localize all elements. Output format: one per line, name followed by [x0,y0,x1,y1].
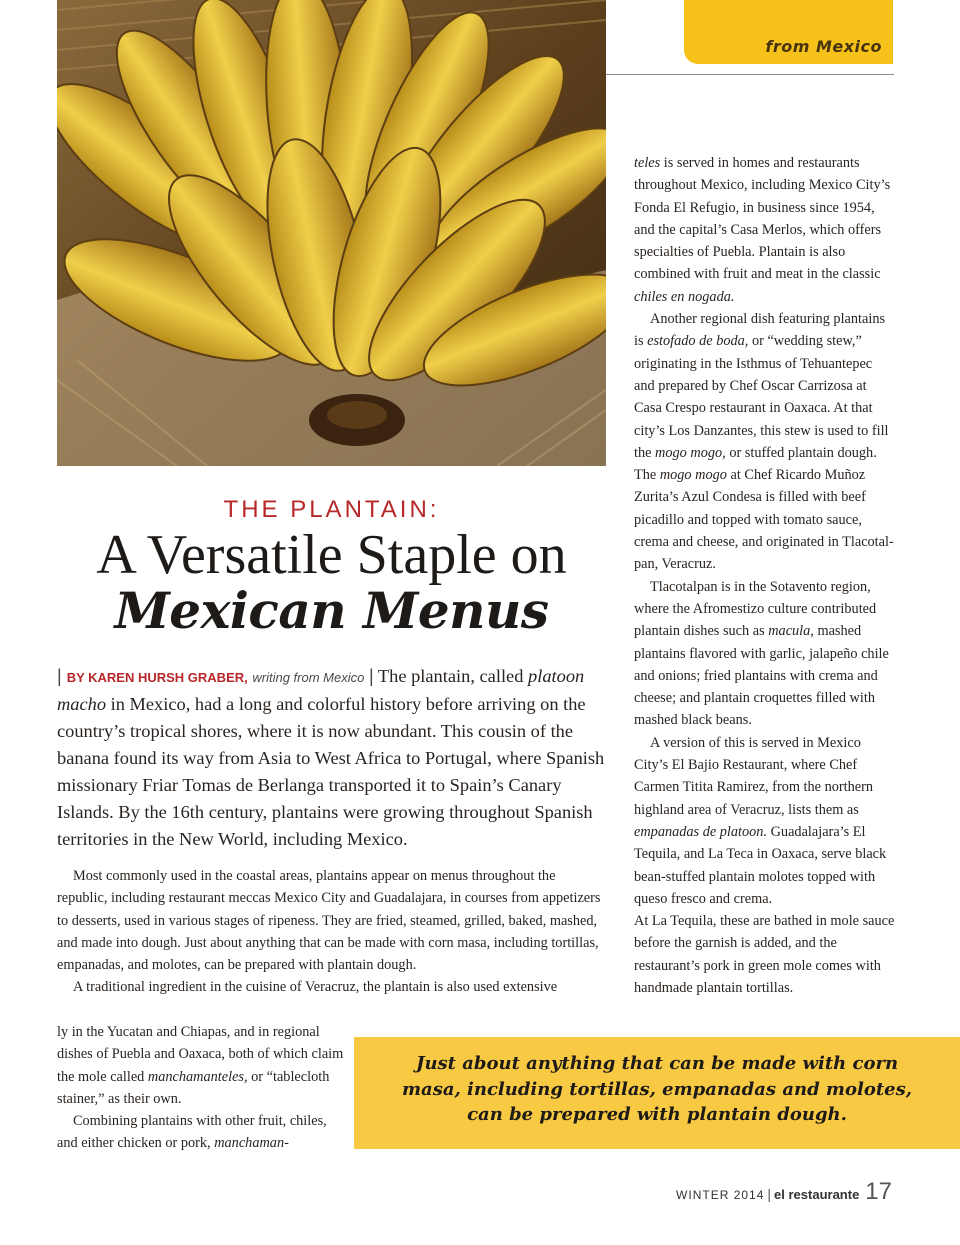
byline-author: BY KAREN HURSH GRABER, [66,670,248,685]
body-italic: macula, [768,623,814,640]
body-italic: estofado de boda, [647,333,749,350]
body-paragraph [57,1110,347,1155]
body-italic: mogo mogo [659,467,727,484]
pull-quote-text: Just about anything that can be made with corn masa, including tortillas, empanadas and molotes, can be prepared with plantain dough. [402,1053,912,1125]
footer-divider: | [767,1186,772,1202]
issue-season: WINTER 2014 [676,1188,765,1202]
body-column-left-wide [57,865,609,999]
section-tab [684,0,893,64]
article-kicker: THE PLANTAIN: [223,496,440,523]
page-number: 17 [865,1178,892,1205]
body-italic: manchamanteles, [147,1068,248,1085]
byline-divider: | [368,666,374,686]
body-column-left-narrow [57,1021,347,1155]
body-text: or stuffed plantain dough. The [634,444,877,484]
body-text: Combining plantains with other fruit, chiles, and either chicken or pork, [57,1113,327,1152]
body-text: is served in homes and restaurants throughout Mexico, including Mexico City’s Fonda El Refugio, in business since 1954, and the capital’s Casa Merlos, which offers specialties of Puebla. Plantain is also combined with fruit and meat in the classic [634,155,891,283]
body-paragraph: A traditional ingredient in the cuisine of Veracruz, the plantain is also used extensive [73,979,558,996]
lede-italic: platoon macho [57,666,585,714]
article-lede [57,663,607,853]
body-italic: teles [634,155,661,171]
body-paragraph: Most commonly used in the coastal areas, plantains appear on menus throughout the republic, including restaurant meccas Mexico City and Guadalajara, in courses from appetizers to desserts, used in various stages of ripeness. They are fried, steamed, grilled, baked, mashed, and made into dough. Just about anything that can be made with corn masa, including tortillas, empanadas, and molotes, can be prepared with plantain dough. [57,868,601,974]
lede-text: in Mexico, had a long and colorful history before arriving on the country’s tropical shores, where it is now abundant. This cousin of the banana found its way from Asia to West Africa to Portugal, where Spanish missionary Friar Tomas de Berlanga transported it to Spain’s Canary Islands. By the 16th century, plantains were growing throughout Spanish territories in the New World, including Mexico. [57,694,605,849]
body-italic: chiles en nogada. [634,288,735,305]
body-paragraph [634,732,896,910]
body-text: Another regional dish featuring plantains is [634,311,886,350]
body-italic: empanadas de platoon. [634,823,768,840]
body-paragraph [634,308,896,576]
body-italic: manchaman- [214,1135,289,1152]
body-text: Guadalajara’s El Tequila, and La Teca in Oaxaca, serve black bean-stuffed plantain molotes topped with queso fresco and crema. [634,823,887,907]
byline-divider: | [57,666,67,686]
body-paragraph [634,152,896,308]
section-tab-label: from Mexico [765,37,882,56]
body-paragraph [57,1021,347,1110]
body-text: Tlacotalpan is in the Sotavento region, where the Afromestizo culture contributed plantain dishes such as [634,578,877,640]
body-italic: mogo mogo, [655,444,726,461]
article-title-line2: Mexican Menus [114,581,549,640]
body-text: or “wedding stew,” originating in the Isthmus of Tehuantepec and prepared by Chef Oscar Carrizosa at Casa Crespo restaurant in Oaxaca. At that city’s Los Danzantes, this stew is used to fill the [634,333,889,461]
body-text: or “tablecloth stainer,” as their own. [57,1068,330,1107]
page-footer [676,1178,892,1206]
body-paragraph [634,576,896,732]
magazine-name: el restaurante [774,1187,860,1202]
pull-quote [354,1037,960,1149]
article-title-line1: A Versatile Staple on [96,524,567,586]
body-text: A version of this is served in Mexico City’s El Bajio Restaurant, where Chef Carmen Titita Ramirez, from the northern highland area of Veracruz, lists them as [634,734,874,818]
body-paragraph: At La Tequila, these are bathed in mole sauce before the garnish is added, and the restaurant’s pork in green mole comes with handmade plantain tortillas. [634,913,895,996]
body-text: mashed plantains flavored with garlic, jalapeño chile and onions; fried plantains with crema and cheese; and plantain croquettes filled with mashed black beans. [634,623,889,729]
header-rule [606,74,894,75]
lede-text: The plantain, called [377,666,529,686]
plantains-in-basket-photo [57,0,606,466]
plantains-photo [57,0,606,466]
body-column-right [634,152,896,999]
body-text: ly in the Yucatan and Chiapas, and in regional dishes of Puebla and Oaxaca, both of which claim the mole called [57,1024,344,1085]
body-text: at Chef Ricardo Muñoz Zurita’s Azul Condesa is filled with beef picadillo and topped with tomato sauce, crema and cheese, and originated in Tlacotalpan, Veracruz. [634,467,894,573]
byline-note: writing from Mexico [252,670,365,685]
